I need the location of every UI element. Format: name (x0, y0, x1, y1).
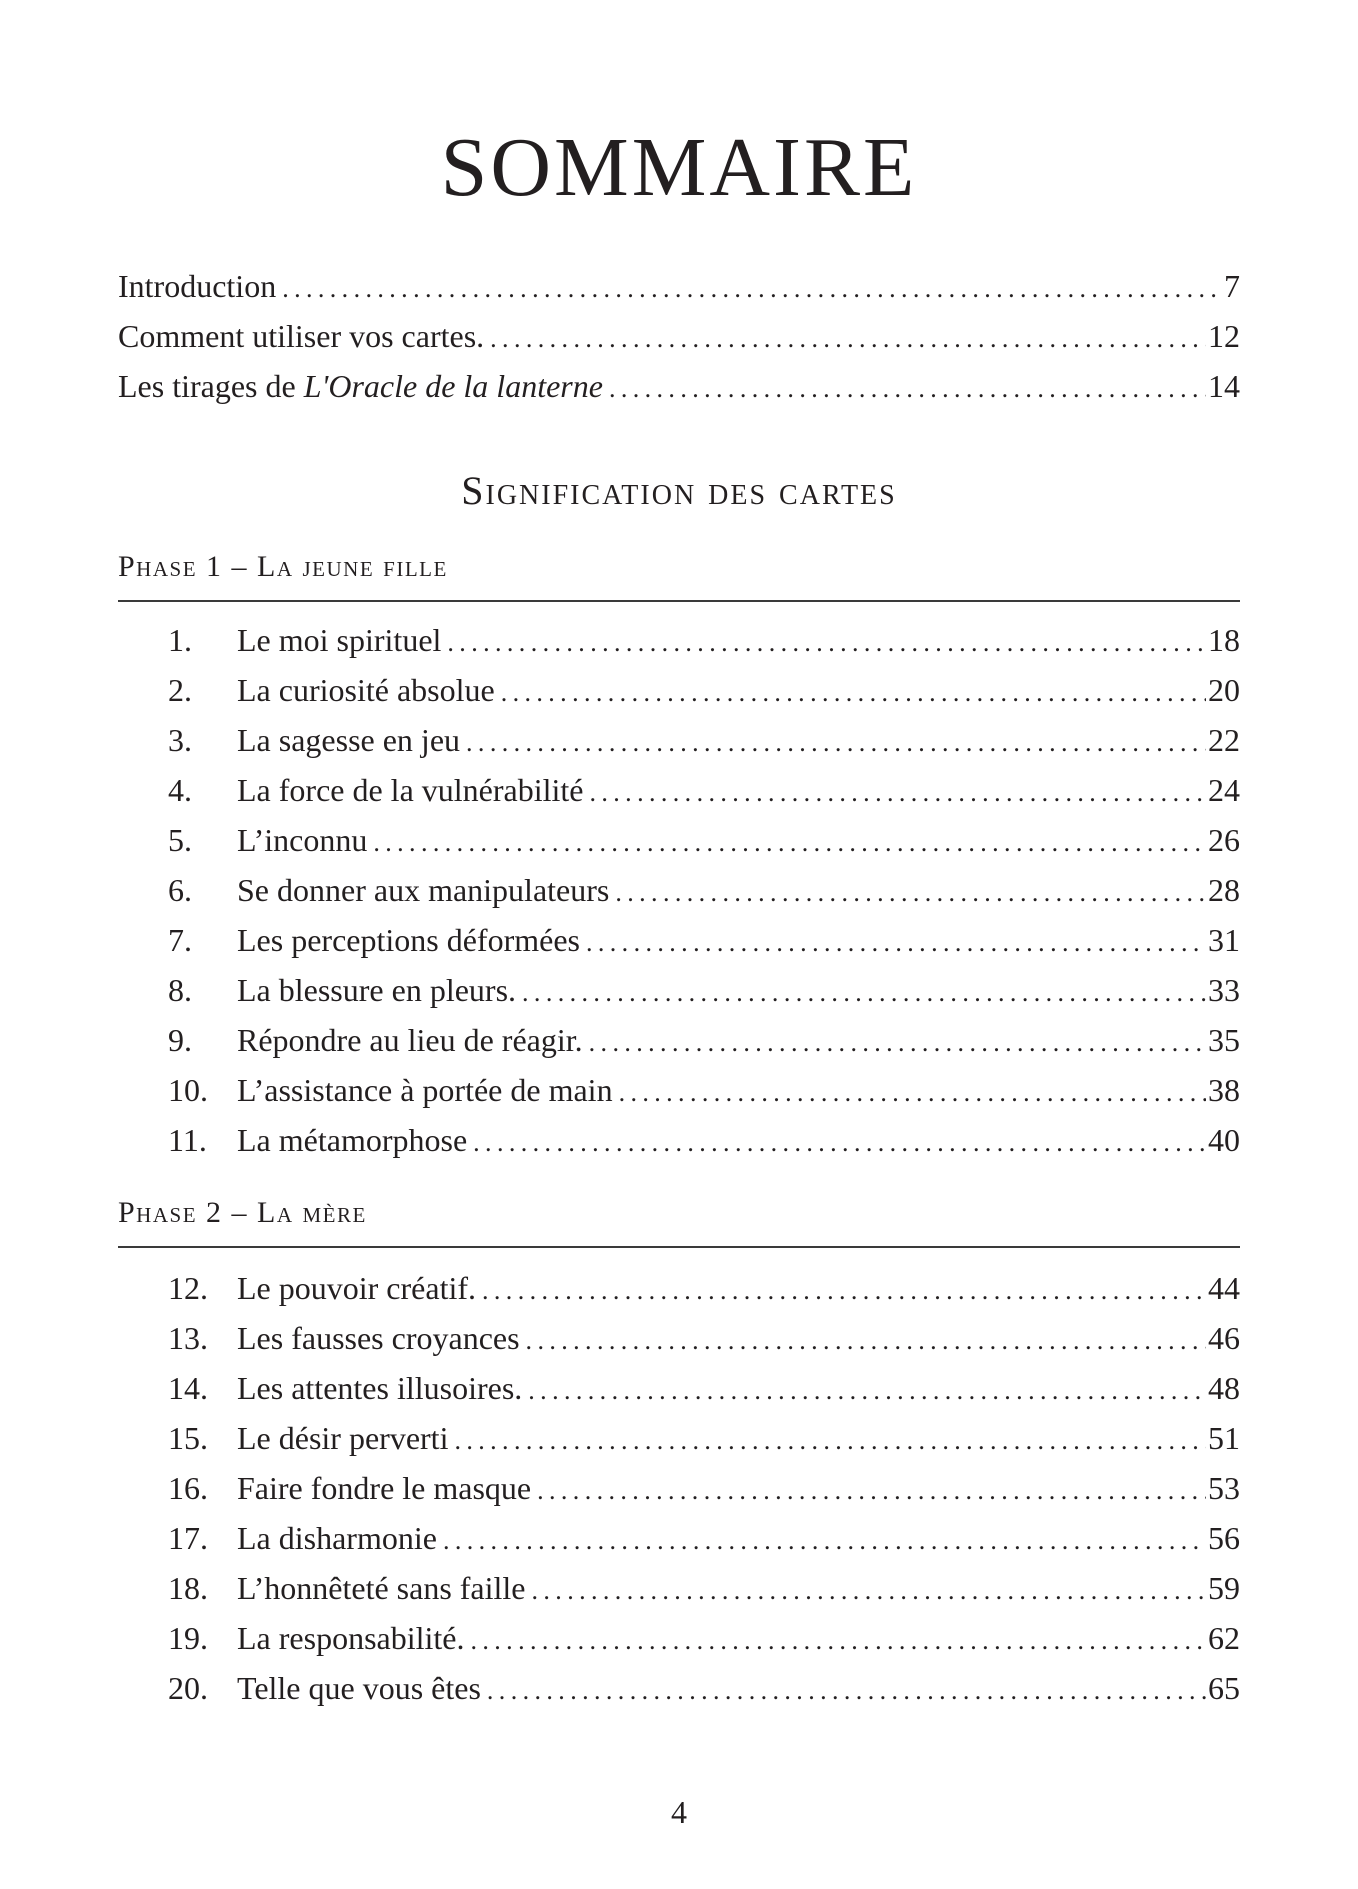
dot-leader (447, 623, 1206, 663)
toc-item[interactable] (168, 720, 1240, 763)
item-title: Les perceptions déformées (237, 922, 580, 958)
item-page: 33 (1208, 972, 1240, 1008)
item-page: 62 (1208, 1620, 1240, 1656)
dot-leader (466, 723, 1206, 763)
page-number: 4 (671, 1794, 687, 1830)
item-title: Les fausses croyances (237, 1320, 520, 1356)
toc-item[interactable] (168, 1368, 1240, 1411)
toc-entry-introduction[interactable] (118, 266, 1240, 309)
item-page: 20 (1208, 672, 1240, 708)
dot-leader (609, 369, 1206, 409)
toc-item[interactable] (168, 920, 1240, 963)
section-title: Signification des cartes (461, 468, 897, 513)
dot-leader (470, 1621, 1206, 1661)
dot-leader (282, 269, 1222, 309)
item-title: Répondre au lieu de réagir. (237, 1022, 583, 1058)
dot-leader (619, 1073, 1206, 1113)
dot-leader (537, 1471, 1206, 1511)
item-number: 11. (168, 1122, 207, 1158)
toc-entry-title: Comment utiliser vos cartes. (118, 318, 485, 354)
toc-item[interactable] (168, 670, 1240, 713)
item-number: 18. (168, 1570, 208, 1606)
item-page: 18 (1208, 622, 1240, 658)
item-title: La curiosité absolue (237, 672, 495, 708)
toc-item[interactable] (168, 620, 1240, 663)
item-title: L’honnêteté sans faille (237, 1570, 526, 1606)
toc-item[interactable] (168, 820, 1240, 863)
item-page: 40 (1208, 1122, 1240, 1158)
dot-leader (522, 973, 1206, 1013)
phase-1-heading: Phase 1 – La jeune fille (118, 550, 448, 583)
item-number: 4. (168, 772, 192, 808)
toc-item[interactable] (168, 1070, 1240, 1113)
toc-item[interactable] (168, 1468, 1240, 1511)
page-title: SOMMAIRE (440, 121, 918, 214)
item-page: 48 (1208, 1370, 1240, 1406)
item-title: L’assistance à portée de main (237, 1072, 613, 1108)
item-title: Le désir perverti (237, 1420, 449, 1456)
phase-2-divider (118, 1246, 1240, 1248)
item-number: 5. (168, 822, 192, 858)
toc-item[interactable] (168, 1020, 1240, 1063)
toc-entry-tirages[interactable] (118, 366, 1240, 409)
toc-entry-page: 14 (1208, 368, 1240, 404)
item-page: 59 (1208, 1570, 1240, 1606)
dot-leader (501, 673, 1206, 713)
item-number: 16. (168, 1470, 208, 1506)
item-page: 26 (1208, 822, 1240, 858)
item-page: 24 (1208, 772, 1240, 808)
dot-leader (490, 319, 1206, 359)
book-title-italic: L'Oracle de la lanterne (303, 368, 603, 404)
item-title: Telle que vous êtes (237, 1670, 481, 1706)
item-page: 65 (1208, 1670, 1240, 1706)
toc-item[interactable] (168, 1120, 1240, 1163)
toc-entry-comment-utiliser[interactable] (118, 316, 1240, 359)
item-page: 44 (1208, 1270, 1240, 1306)
toc-entry-page: 12 (1208, 318, 1240, 354)
item-title: L’inconnu (237, 822, 368, 858)
toc-item[interactable] (168, 770, 1240, 813)
item-page: 56 (1208, 1520, 1240, 1556)
item-page: 53 (1208, 1470, 1240, 1506)
item-page: 46 (1208, 1320, 1240, 1356)
toc-entry-title: Introduction (118, 268, 277, 304)
toc-item[interactable] (168, 1318, 1240, 1361)
item-title: Se donner aux manipulateurs (237, 872, 610, 908)
item-title: La sagesse en jeu (237, 722, 461, 758)
item-page: 38 (1208, 1072, 1240, 1108)
dot-leader (487, 1671, 1206, 1711)
dot-leader (589, 773, 1206, 813)
toc-entry-page: 7 (1224, 268, 1240, 304)
item-page: 31 (1208, 922, 1240, 958)
item-page: 35 (1208, 1022, 1240, 1058)
item-title: La responsabilité. (237, 1620, 465, 1656)
toc-item[interactable] (168, 1518, 1240, 1561)
item-title: Faire fondre le masque (237, 1470, 532, 1506)
dot-leader (526, 1321, 1206, 1361)
toc-item[interactable] (168, 1268, 1240, 1311)
dot-leader (482, 1271, 1206, 1311)
item-title: La métamorphose (237, 1122, 468, 1158)
item-page: 28 (1208, 872, 1240, 908)
item-number: 1. (168, 622, 192, 658)
item-number: 7. (168, 922, 192, 958)
item-number: 19. (168, 1620, 208, 1656)
dot-leader (454, 1421, 1206, 1461)
dot-leader (589, 1023, 1206, 1063)
phase-2-heading: Phase 2 – La mère (118, 1196, 367, 1229)
item-page: 22 (1208, 722, 1240, 758)
item-number: 6. (168, 872, 192, 908)
item-number: 14. (168, 1370, 208, 1406)
item-title: Le moi spirituel (237, 622, 442, 658)
item-number: 10. (168, 1072, 208, 1108)
dot-leader (473, 1123, 1206, 1163)
item-number: 12. (168, 1270, 208, 1306)
dot-leader (532, 1571, 1207, 1611)
dot-leader (586, 923, 1206, 963)
dot-leader (528, 1371, 1206, 1411)
toc-item[interactable] (168, 870, 1240, 913)
toc-item[interactable] (168, 1568, 1240, 1611)
toc-item[interactable] (168, 1618, 1240, 1661)
item-number: 9. (168, 1022, 192, 1058)
dot-leader (373, 823, 1206, 863)
item-number: 17. (168, 1520, 208, 1556)
item-number: 2. (168, 672, 192, 708)
item-title: La disharmonie (237, 1520, 437, 1556)
dot-leader (443, 1521, 1206, 1561)
item-number: 8. (168, 972, 192, 1008)
item-number: 20. (168, 1670, 208, 1706)
dot-leader (615, 873, 1206, 913)
item-title: Le pouvoir créatif. (237, 1270, 476, 1306)
phase-1-divider (118, 600, 1240, 602)
toc-item[interactable] (168, 970, 1240, 1013)
toc-item[interactable] (168, 1668, 1240, 1711)
item-page: 51 (1208, 1420, 1240, 1456)
item-title: Les attentes illusoires. (237, 1370, 523, 1406)
item-number: 3. (168, 722, 192, 758)
item-number: 13. (168, 1320, 208, 1356)
item-title: La force de la vulnérabilité (237, 772, 584, 808)
item-number: 15. (168, 1420, 208, 1456)
toc-entry-title: Les tirages de L'Oracle de la lanterne (118, 368, 603, 404)
toc-item[interactable] (168, 1418, 1240, 1461)
item-title: La blessure en pleurs. (237, 972, 517, 1008)
